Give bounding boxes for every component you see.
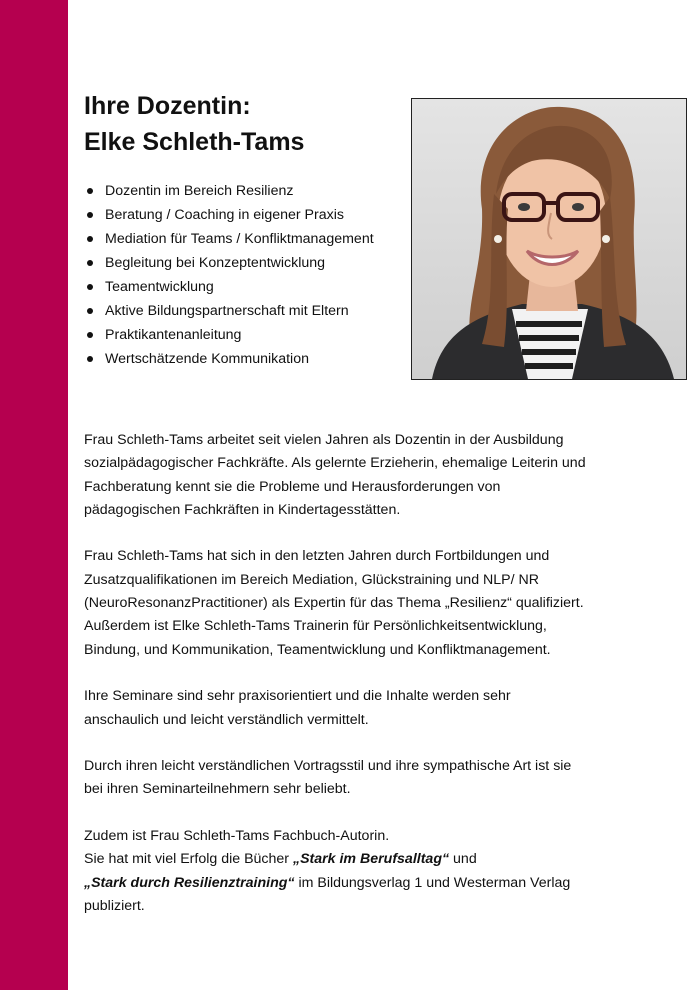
list-item: Dozentin im Bereich Resilienz [84, 179, 374, 203]
list-item: Teamentwicklung [84, 275, 374, 299]
paragraph [84, 685, 644, 732]
text-line: Bindung, und Kommunikation, Teamentwicklung und Konfliktmanagement. [84, 641, 551, 658]
text-line: bei ihren Seminarteilnehmern sehr beliebt. [84, 781, 351, 798]
list-item: Mediation für Teams / Konfliktmanagement [84, 227, 374, 251]
text-line: pädagogischen Fachkräften in Kindertagesstätten. [84, 501, 401, 518]
accent-side-bar [0, 0, 68, 990]
qualification-list [84, 179, 374, 371]
text-line [84, 872, 644, 895]
text-line: publiziert. [84, 897, 145, 914]
text-line: Zudem ist Frau Schleth-Tams Fachbuch-Autorin. [84, 828, 390, 845]
paragraph [84, 825, 644, 918]
text-line: Zusatzqualifikationen im Bereich Mediation, Glückstraining und NLP/ NR [84, 571, 540, 588]
list-item: Beratung / Coaching in eigener Praxis [84, 203, 374, 227]
text-line: (NeuroResonanzPractitioner) als Expertin für das Thema „Resilienz“ qualifiziert. [84, 595, 584, 612]
book-title: „Stark durch Resilienztraining“ [84, 874, 295, 891]
title-line-1: Ihre Dozentin: [84, 92, 251, 120]
paragraph [84, 755, 644, 802]
text-run: Sie hat mit viel Erfolg die Bücher [84, 851, 293, 868]
text-run: und [449, 851, 477, 868]
text-line: sozialpädagogischer Fachkräfte. Als gelernte Erzieherin, ehemalige Leiterin und [84, 455, 586, 472]
paragraph [84, 429, 644, 522]
text-line: Frau Schleth-Tams hat sich in den letzten Jahren durch Fortbildungen und [84, 548, 550, 565]
text-line: Frau Schleth-Tams arbeitet seit vielen Jahren als Dozentin in der Ausbildung [84, 432, 564, 448]
title-line-2: Elke Schleth-Tams [84, 128, 305, 156]
paragraph [84, 545, 644, 661]
portrait-illustration [412, 99, 686, 379]
text-line: anschaulich und leicht verständlich vermittelt. [84, 711, 369, 728]
list-item: Wertschätzende Kommunikation [84, 347, 374, 371]
biography-text [84, 429, 644, 942]
text-line: Fachberatung kennt sie die Probleme und Herausforderungen von [84, 478, 501, 495]
book-title: „Stark im Berufsalltag“ [292, 851, 450, 868]
text-line: Außerdem ist Elke Schleth-Tams Trainerin für Persönlichkeitsentwicklung, [84, 618, 547, 635]
page-title [84, 88, 304, 160]
list-item: Aktive Bildungspartnerschaft mit Eltern [84, 299, 374, 323]
text-line: Durch ihren leicht verständlichen Vortragsstil und ihre sympathische Art ist sie [84, 758, 572, 775]
list-item: Praktikantenanleitung [84, 323, 374, 347]
text-run: im Bildungsverlag 1 und Westerman Verlag [294, 874, 571, 891]
text-line: Ihre Seminare sind sehr praxisorientiert und die Inhalte werden sehr [84, 688, 511, 705]
list-item: Begleitung bei Konzeptentwicklung [84, 251, 374, 275]
portrait-photo [411, 98, 687, 380]
text-line [84, 848, 644, 871]
